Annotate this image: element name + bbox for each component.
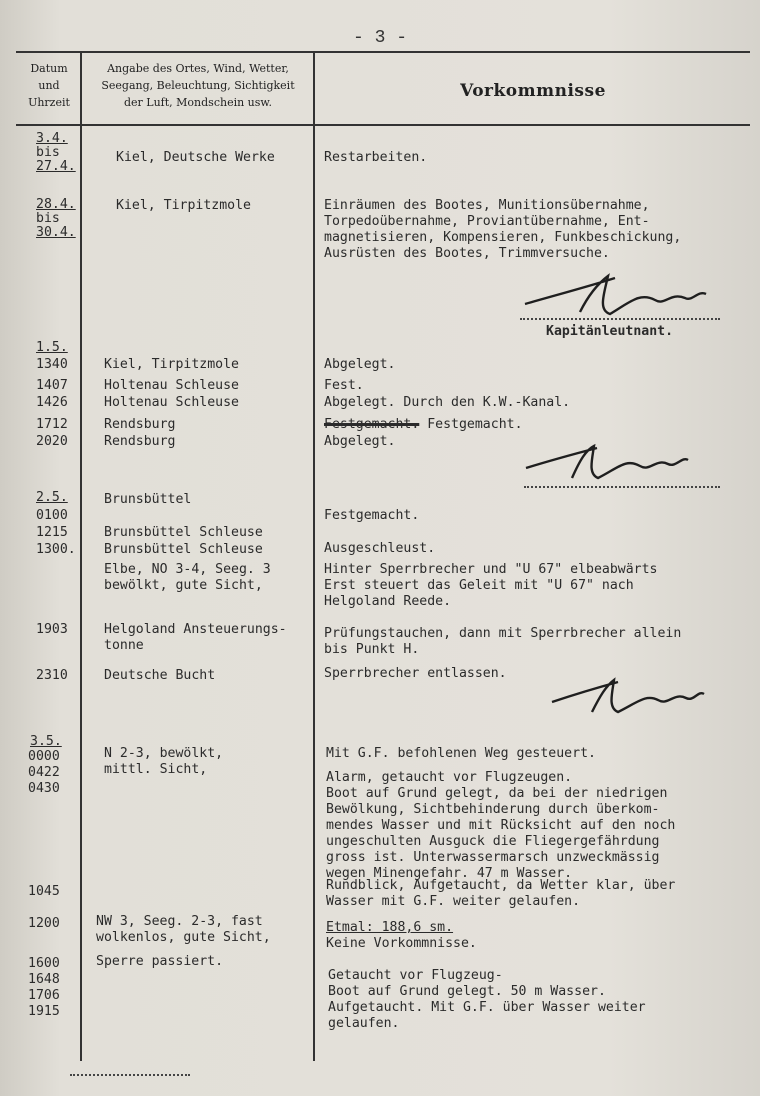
- bucht-place: Deutsche Bucht: [104, 668, 216, 683]
- place-1200: NW 3, Seeg. 2-3, fast wolkenlos, gute Sicht,: [96, 914, 271, 945]
- r1-time: 3.4. bis 27.4.: [36, 131, 76, 174]
- footer-dots: [70, 1074, 190, 1076]
- r5-events-a: Mit G.F. befohlenen Weg gesteuert. Alarm, getaucht vor Flugzeugen. Boot auf Grund gelegt, da bei der niedrigen Bewölkung, Sichtbehinderung durch überkom- mendes Wasser und mit Rücksicht auf den noch ungeschulten Ausguck die Fliegergefährdung gross ist. Unterwassermarsch unzweckmässig wegen Minengefahr. 47 m Wasser.: [326, 746, 676, 881]
- bucht-event: Sperrbrecher entlassen.: [324, 666, 507, 681]
- signature-mark-3: [548, 676, 708, 720]
- header-date: Datum und Uhrzeit: [28, 62, 70, 110]
- table-top-rule: [16, 51, 750, 53]
- events-1045: Rundblick, Aufgetaucht, da Wetter klar, über Wasser mit G.F. weiter gelaufen.: [326, 878, 676, 909]
- r4-place-0: Brunsbüttel: [104, 492, 192, 507]
- signature-dots-2: [524, 486, 720, 488]
- time-1045: 1045: [28, 884, 60, 899]
- r5-times-a: 0000 0422 0430: [28, 749, 60, 796]
- signature-mark-2: [522, 440, 692, 486]
- page-number: - 3 -: [352, 28, 407, 48]
- r4-times-2: 1215 1300.: [36, 525, 76, 557]
- column-divider-1: [80, 51, 82, 1061]
- time-1903: 1903: [36, 622, 68, 637]
- r5-times-b: 1600 1648 1706 1915: [28, 956, 60, 1019]
- header-bottom-rule: [16, 124, 750, 126]
- r2-place: Kiel, Tirpitzmole: [116, 198, 251, 213]
- r2-events: Einräumen des Bootes, Munitionsübernahme, Torpedoübernahme, Proviantübernahme, Ent- magnetisieren, Kompensieren, Funkbeschickung, Ausrüsten des Bootes, Trimmversuche.: [324, 198, 682, 261]
- helgoland-place: Helgoland Ansteuerungs- tonne: [104, 622, 287, 653]
- r5-date: 3.5.: [30, 734, 62, 749]
- r2-time: 28.4. bis 30.4.: [36, 197, 76, 240]
- r1-event: Restarbeiten.: [324, 150, 428, 165]
- time-2310: 2310: [36, 668, 68, 683]
- elbe-events: Hinter Sperrbrecher und "U 67" elbeabwärts Erst steuert das Geleit mit "U 67" nach Helgoland Reede.: [324, 562, 658, 609]
- time-1200: 1200: [28, 916, 60, 931]
- header-place: Angabe des Ortes, Wind, Wetter, Seegang, Beleuchtung, Sichtigkeit der Luft, Mondschein usw.: [101, 62, 295, 110]
- r3-events: Abgelegt. Fest. Abgelegt. Durch den K.W.-Kanal. Festgemacht. Festgemacht. Abgelegt.: [324, 357, 571, 449]
- r4-event-3: Ausgeschleust.: [324, 541, 436, 556]
- r5-events-b: Getaucht vor Flugzeug- Boot auf Grund gelegt. 50 m Wasser. Aufgetaucht. Mit G.F. über Wasser weiter gelaufen.: [328, 968, 646, 1031]
- signature-title: Kapitänleutnant.: [546, 324, 674, 339]
- r4-event-1: Festgemacht.: [324, 508, 420, 523]
- r4-places-2: Brunsbüttel Schleuse Brunsbüttel Schleuse: [104, 525, 263, 557]
- column-divider-2: [313, 51, 315, 1061]
- r3-date: 1.5.: [36, 340, 68, 355]
- elbe-place: Elbe, NO 3-4, Seeg. 3 bewölkt, gute Sicht,: [104, 562, 271, 593]
- r1-place: Kiel, Deutsche Werke: [116, 150, 275, 165]
- r3-places: Kiel, Tirpitzmole Holtenau Schleuse Holtenau Schleuse Rendsburg Rendsburg: [104, 357, 239, 449]
- signature-dots: [520, 318, 720, 320]
- r4-time-1: 0100: [36, 508, 68, 523]
- r5-place-b: Sperre passiert.: [96, 954, 224, 969]
- r4-date: 2.5.: [36, 490, 68, 505]
- header-events: Vorkommnisse: [460, 81, 606, 101]
- signature-mark: [520, 272, 710, 322]
- helgoland-events: Prüfungstauchen, dann mit Sperrbrecher allein bis Punkt H.: [324, 626, 682, 657]
- r3-times: 1340 1407 1426 1712 2020: [36, 357, 68, 449]
- events-1200: Etmal: 188,6 sm. Keine Vorkommnisse.: [326, 920, 477, 951]
- r5-place-a: N 2-3, bewölkt, mittl. Sicht,: [104, 746, 224, 777]
